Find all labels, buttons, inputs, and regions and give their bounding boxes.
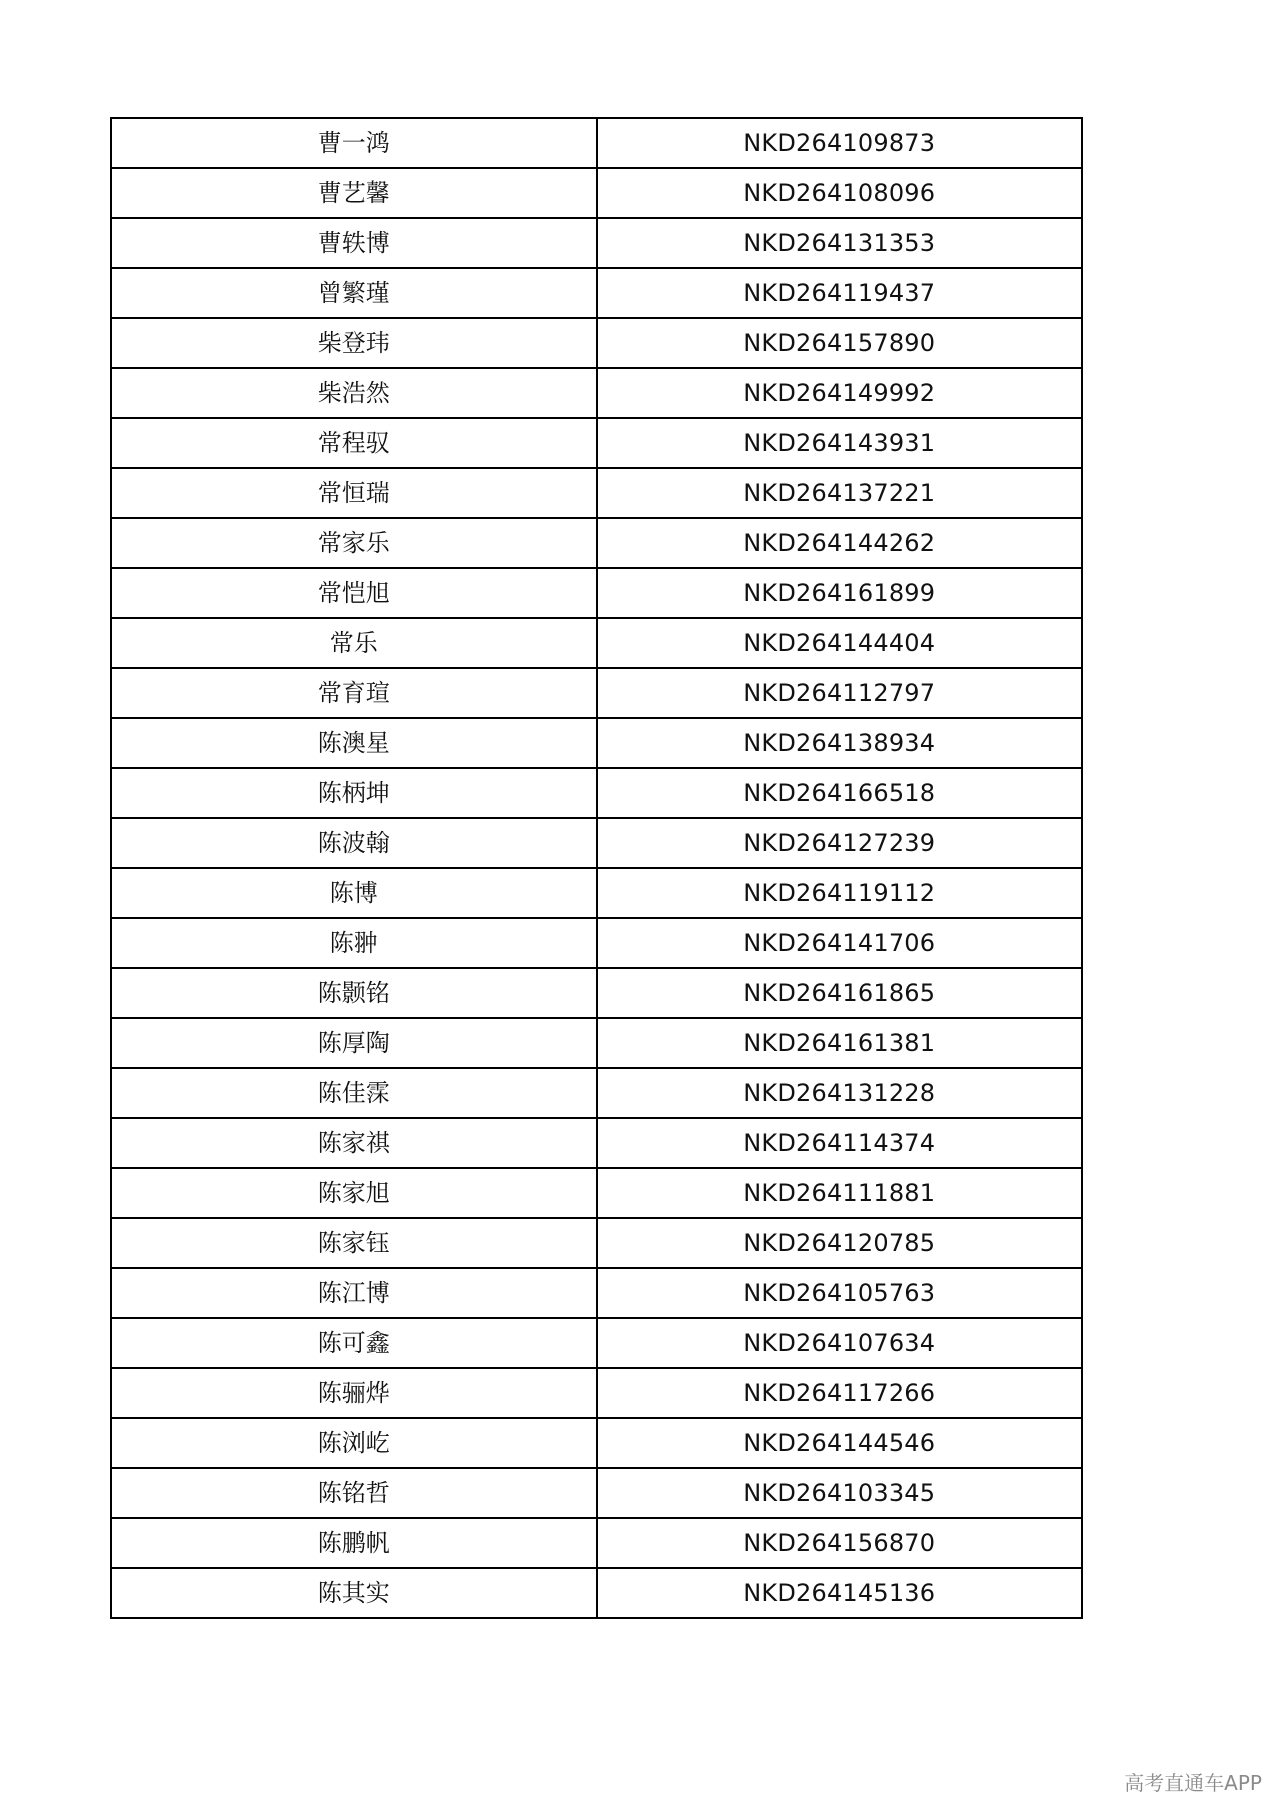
table-row [111, 268, 1082, 318]
table-row [111, 1518, 1082, 1568]
table-row [111, 818, 1082, 868]
student-name-cell: 陈其实 [111, 1568, 597, 1618]
candidate-id-cell: NKD264112797 [597, 668, 1083, 718]
student-name-cell: 陈江博 [111, 1268, 597, 1318]
student-name-cell: 常恒瑞 [111, 468, 597, 518]
table-row [111, 1468, 1082, 1518]
table-row [111, 218, 1082, 268]
student-name-cell: 陈浏屹 [111, 1418, 597, 1468]
student-name-cell: 曾繁瑾 [111, 268, 597, 318]
student-name-cell: 陈家钰 [111, 1218, 597, 1268]
student-name-cell: 陈波翰 [111, 818, 597, 868]
table-row [111, 1018, 1082, 1068]
student-name-cell: 陈家旭 [111, 1168, 597, 1218]
candidate-id-cell: NKD264131353 [597, 218, 1083, 268]
watermark-text: 高考直通车APP [1124, 1771, 1262, 1795]
table-row [111, 418, 1082, 468]
table-row [111, 1368, 1082, 1418]
table-row [111, 1318, 1082, 1368]
table-row [111, 768, 1082, 818]
student-name-cell: 陈澳星 [111, 718, 597, 768]
table-row [111, 868, 1082, 918]
candidate-id-cell: NKD264138934 [597, 718, 1083, 768]
student-name-cell: 陈骊烨 [111, 1368, 597, 1418]
table-row [111, 1268, 1082, 1318]
student-name-cell: 柴登玮 [111, 318, 597, 368]
candidate-id-cell: NKD264109873 [597, 118, 1083, 168]
candidate-id-cell: NKD264144262 [597, 518, 1083, 568]
candidate-id-cell: NKD264117266 [597, 1368, 1083, 1418]
candidate-id-cell: NKD264107634 [597, 1318, 1083, 1368]
candidate-id-cell: NKD264156870 [597, 1518, 1083, 1568]
candidate-id-cell: NKD264108096 [597, 168, 1083, 218]
table-row [111, 1068, 1082, 1118]
student-name-cell: 陈颢铭 [111, 968, 597, 1018]
student-name-cell: 柴浩然 [111, 368, 597, 418]
student-name-cell: 陈博 [111, 868, 597, 918]
roster-table [110, 117, 1083, 1619]
table-row [111, 668, 1082, 718]
candidate-id-cell: NKD264141706 [597, 918, 1083, 968]
student-name-cell: 常育瑄 [111, 668, 597, 718]
student-name-cell: 陈佳霂 [111, 1068, 597, 1118]
candidate-id-cell: NKD264161381 [597, 1018, 1083, 1068]
table-row [111, 1118, 1082, 1168]
table-row [111, 1568, 1082, 1618]
student-name-cell: 常程驭 [111, 418, 597, 468]
table-row [111, 318, 1082, 368]
table-row [111, 618, 1082, 668]
student-name-cell: 陈家祺 [111, 1118, 597, 1168]
student-name-cell: 陈柄坤 [111, 768, 597, 818]
candidate-id-cell: NKD264111881 [597, 1168, 1083, 1218]
student-name-cell: 曹艺馨 [111, 168, 597, 218]
candidate-id-cell: NKD264114374 [597, 1118, 1083, 1168]
candidate-id-cell: NKD264127239 [597, 818, 1083, 868]
student-name-cell: 陈可鑫 [111, 1318, 597, 1368]
roster-body [111, 118, 1082, 1618]
student-name-cell: 常恺旭 [111, 568, 597, 618]
table-row [111, 518, 1082, 568]
candidate-id-cell: NKD264149992 [597, 368, 1083, 418]
student-name-cell: 曹一鸿 [111, 118, 597, 168]
table-row [111, 718, 1082, 768]
student-name-cell: 陈翀 [111, 918, 597, 968]
candidate-id-cell: NKD264144546 [597, 1418, 1083, 1468]
table-row [111, 1218, 1082, 1268]
candidate-id-cell: NKD264166518 [597, 768, 1083, 818]
table-row [111, 118, 1082, 168]
student-name-cell: 常家乐 [111, 518, 597, 568]
candidate-id-cell: NKD264161865 [597, 968, 1083, 1018]
candidate-id-cell: NKD264161899 [597, 568, 1083, 618]
candidate-id-cell: NKD264105763 [597, 1268, 1083, 1318]
candidate-id-cell: NKD264137221 [597, 468, 1083, 518]
candidate-id-cell: NKD264103345 [597, 1468, 1083, 1518]
candidate-id-cell: NKD264143931 [597, 418, 1083, 468]
table-row [111, 1418, 1082, 1468]
table-row [111, 1168, 1082, 1218]
table-row [111, 468, 1082, 518]
candidate-id-cell: NKD264131228 [597, 1068, 1083, 1118]
student-name-cell: 陈厚陶 [111, 1018, 597, 1068]
candidate-id-cell: NKD264120785 [597, 1218, 1083, 1268]
candidate-id-cell: NKD264119112 [597, 868, 1083, 918]
candidate-id-cell: NKD264145136 [597, 1568, 1083, 1618]
candidate-id-cell: NKD264157890 [597, 318, 1083, 368]
table-row [111, 568, 1082, 618]
student-name-cell: 曹轶博 [111, 218, 597, 268]
table-row [111, 168, 1082, 218]
table-row [111, 918, 1082, 968]
student-name-cell: 常乐 [111, 618, 597, 668]
candidate-id-cell: NKD264119437 [597, 268, 1083, 318]
table-row [111, 368, 1082, 418]
student-name-cell: 陈鹏帆 [111, 1518, 597, 1568]
candidate-id-cell: NKD264144404 [597, 618, 1083, 668]
student-name-cell: 陈铭哲 [111, 1468, 597, 1518]
table-row [111, 968, 1082, 1018]
